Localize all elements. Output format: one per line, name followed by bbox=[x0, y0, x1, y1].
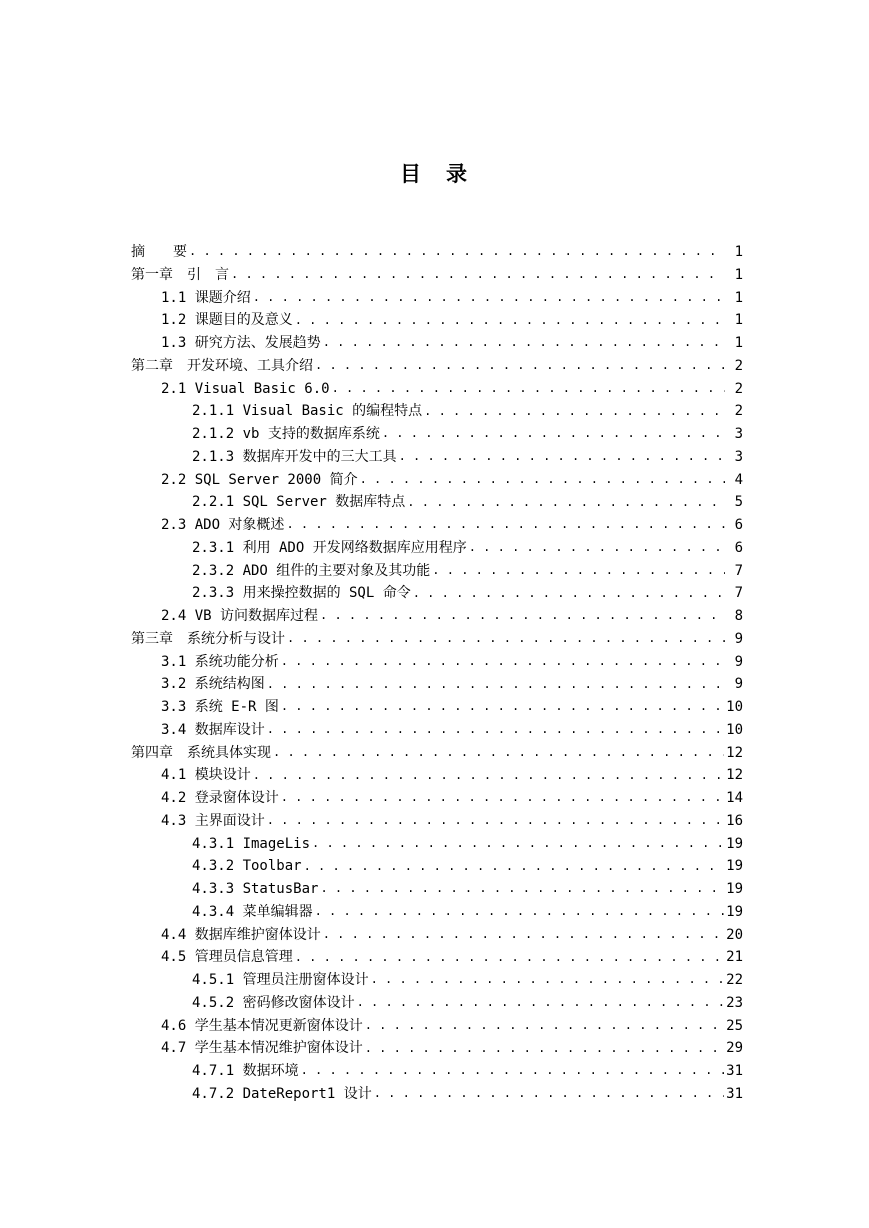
toc-entry-page-number: 6 bbox=[734, 539, 743, 556]
toc-entry-label: 4.2 登录窗体设计 bbox=[161, 790, 279, 806]
toc-entry-page-number: 2 bbox=[734, 403, 743, 420]
toc-entry[interactable] bbox=[131, 491, 743, 514]
toc-dot-leader bbox=[365, 1042, 724, 1056]
toc-entry-label: 4.3 主界面设计 bbox=[161, 812, 265, 829]
toc-dot-leader bbox=[295, 951, 724, 965]
toc-entry[interactable] bbox=[131, 696, 743, 719]
toc-dot-leader bbox=[295, 314, 725, 328]
toc-dot-leader bbox=[312, 837, 724, 851]
toc-entry[interactable] bbox=[131, 946, 743, 969]
toc-entry-page-number: 16 bbox=[726, 812, 743, 829]
toc-entry-page-number: 7 bbox=[734, 585, 743, 602]
toc-dot-leader bbox=[332, 382, 725, 396]
toc-entry-label: 1.2 课题目的及意义 bbox=[161, 312, 293, 329]
toc-entry-label: 2.3.3 用来操控数据的 SQL 命令 bbox=[192, 585, 411, 602]
toc-entry-label: 4.7.1 数据环境 bbox=[192, 1063, 299, 1079]
toc-entry[interactable] bbox=[131, 605, 743, 628]
toc-entry[interactable] bbox=[131, 514, 743, 537]
toc-entry-label: 第三章 系统分析与设计 bbox=[131, 630, 285, 647]
toc-dot-leader bbox=[424, 405, 725, 419]
toc-entry[interactable] bbox=[131, 901, 743, 924]
toc-list bbox=[131, 241, 743, 1106]
toc-entry[interactable] bbox=[131, 446, 743, 469]
toc-dot-leader bbox=[315, 905, 725, 919]
toc-dot-leader bbox=[365, 1019, 724, 1033]
toc-entry[interactable] bbox=[131, 1060, 743, 1083]
toc-entry[interactable] bbox=[131, 287, 743, 310]
toc-entry-page-number: 6 bbox=[734, 517, 743, 533]
toc-entry[interactable] bbox=[131, 651, 743, 674]
toc-entry[interactable] bbox=[131, 719, 743, 742]
toc-dot-leader bbox=[371, 973, 725, 987]
toc-entry-label: 4.5.2 密码修改窗体设计 bbox=[192, 994, 355, 1011]
toc-dot-leader bbox=[253, 291, 725, 305]
toc-entry-page-number: 19 bbox=[726, 835, 743, 852]
toc-entry-page-number: 1 bbox=[734, 289, 743, 306]
toc-entry-page-number: 2 bbox=[734, 380, 743, 397]
toc-entry[interactable] bbox=[131, 764, 743, 787]
toc-entry[interactable] bbox=[131, 400, 743, 423]
toc-dot-leader bbox=[281, 655, 725, 669]
toc-entry-page-number: 29 bbox=[726, 1040, 743, 1057]
toc-entry-page-number: 9 bbox=[734, 676, 743, 693]
toc-entry-page-number: 19 bbox=[726, 858, 743, 875]
toc-dot-leader bbox=[382, 427, 725, 441]
toc-entry-page-number: 1 bbox=[734, 266, 743, 283]
toc-entry[interactable] bbox=[131, 742, 743, 765]
toc-entry[interactable] bbox=[131, 309, 743, 332]
toc-entry-label: 4.3.1 ImageLis bbox=[192, 835, 311, 852]
toc-dot-leader bbox=[320, 882, 724, 896]
toc-dot-leader bbox=[315, 359, 725, 373]
toc-dot-leader bbox=[281, 700, 724, 714]
toc-entry-page-number: 20 bbox=[726, 926, 743, 943]
page-title: 目 录 bbox=[400, 162, 469, 186]
toc-dot-leader bbox=[469, 541, 725, 555]
toc-entry-page-number: 3 bbox=[734, 426, 743, 442]
toc-entry-label: 4.4 数据库维护窗体设计 bbox=[161, 926, 321, 943]
toc-entry-page-number: 4 bbox=[734, 471, 743, 488]
toc-dot-leader bbox=[323, 928, 724, 942]
toc-entry[interactable] bbox=[131, 1015, 743, 1038]
toc-entry-label: 4.3.2 Toolbar bbox=[192, 858, 302, 875]
toc-entry[interactable] bbox=[131, 673, 743, 696]
toc-entry[interactable] bbox=[131, 833, 743, 856]
toc-entry-label: 摘 要 bbox=[131, 244, 187, 260]
toc-dot-leader bbox=[374, 1087, 724, 1101]
toc-dot-leader bbox=[320, 609, 725, 623]
toc-entry-page-number: 19 bbox=[726, 881, 743, 897]
toc-entry[interactable] bbox=[131, 560, 743, 583]
toc-entry[interactable] bbox=[131, 241, 743, 264]
toc-entry-label: 3.1 系统功能分析 bbox=[161, 653, 279, 670]
toc-dot-leader bbox=[287, 632, 725, 646]
toc-dot-leader bbox=[399, 450, 725, 464]
toc-entry-label: 3.3 系统 E-R 图 bbox=[161, 699, 279, 715]
toc-entry-label: 第二章 开发环境、工具介绍 bbox=[131, 357, 313, 374]
toc-entry-page-number: 10 bbox=[726, 721, 743, 738]
toc-dot-leader bbox=[360, 473, 725, 487]
toc-entry-page-number: 25 bbox=[726, 1017, 743, 1034]
toc-entry-label: 3.4 数据库设计 bbox=[161, 721, 265, 738]
toc-entry[interactable] bbox=[131, 537, 743, 560]
toc-entry-label: 1.1 课题介绍 bbox=[161, 289, 251, 306]
toc-entry[interactable] bbox=[131, 787, 743, 810]
toc-entry-page-number: 8 bbox=[734, 608, 743, 624]
toc-dot-leader bbox=[413, 587, 725, 601]
toc-entry-label: 2.3 ADO 对象概述 bbox=[161, 517, 285, 533]
toc-entry-page-number: 21 bbox=[726, 949, 743, 966]
toc-entry-page-number: 12 bbox=[726, 744, 743, 761]
toc-entry[interactable] bbox=[131, 1037, 743, 1060]
toc-entry-label: 2.1.1 Visual Basic 的编程特点 bbox=[192, 403, 423, 420]
toc-entry-label: 第一章 引 言 bbox=[131, 266, 229, 283]
toc-dot-leader bbox=[286, 518, 725, 532]
toc-entry[interactable] bbox=[131, 878, 743, 901]
toc-entry-page-number: 31 bbox=[726, 1063, 743, 1079]
toc-entry[interactable] bbox=[131, 332, 743, 355]
toc-dot-leader bbox=[432, 564, 725, 578]
toc-entry-page-number: 1 bbox=[734, 312, 743, 329]
toc-entry-page-number: 2 bbox=[734, 357, 743, 374]
toc-entry[interactable] bbox=[131, 855, 743, 878]
toc-entry-label: 4.1 模块设计 bbox=[161, 767, 251, 784]
toc-entry[interactable] bbox=[131, 969, 743, 992]
toc-entry-label: 4.3.4 菜单编辑器 bbox=[192, 903, 313, 920]
toc-dot-leader bbox=[273, 746, 724, 760]
toc-entry[interactable] bbox=[131, 582, 743, 605]
toc-entry-page-number: 14 bbox=[726, 790, 743, 806]
toc-entry-label: 4.3.3 StatusBar bbox=[192, 881, 319, 897]
toc-entry-label: 2.3.1 利用 ADO 开发网络数据库应用程序 bbox=[192, 539, 467, 556]
toc-entry-page-number: 22 bbox=[726, 972, 743, 988]
toc-dot-leader bbox=[231, 268, 725, 282]
toc-entry-label: 4.7 学生基本情况维护窗体设计 bbox=[161, 1040, 363, 1057]
toc-entry[interactable] bbox=[131, 992, 743, 1015]
toc-entry-page-number: 1 bbox=[734, 335, 743, 351]
toc-dot-leader bbox=[323, 336, 725, 350]
toc-dot-leader bbox=[267, 678, 725, 692]
toc-dot-leader bbox=[304, 860, 725, 874]
toc-entry[interactable] bbox=[131, 1083, 743, 1106]
toc-dot-leader bbox=[281, 791, 724, 805]
toc-entry-page-number: 10 bbox=[726, 699, 743, 715]
toc-entry-label: 4.6 学生基本情况更新窗体设计 bbox=[161, 1017, 363, 1034]
toc-entry-page-number: 31 bbox=[726, 1085, 743, 1102]
toc-dot-leader bbox=[301, 1064, 725, 1078]
toc-dot-leader bbox=[267, 814, 724, 828]
toc-entry[interactable] bbox=[131, 924, 743, 947]
toc-entry-label: 2.2 SQL Server 2000 简介 bbox=[161, 471, 358, 488]
toc-entry-page-number: 12 bbox=[726, 767, 743, 784]
toc-entry[interactable] bbox=[131, 423, 743, 446]
toc-entry-label: 第四章 系统具体实现 bbox=[131, 744, 271, 761]
toc-dot-leader bbox=[267, 723, 724, 737]
toc-entry-page-number: 9 bbox=[734, 630, 743, 647]
toc-entry-label: 4.5 管理员信息管理 bbox=[161, 949, 293, 966]
toc-entry-label: 1.3 研究方法、发展趋势 bbox=[161, 335, 321, 351]
toc-entry[interactable] bbox=[131, 810, 743, 833]
toc-entry-label: 2.3.2 ADO 组件的主要对象及其功能 bbox=[192, 562, 431, 579]
toc-entry[interactable] bbox=[131, 355, 743, 378]
toc-entry-page-number: 7 bbox=[734, 562, 743, 579]
toc-entry-page-number: 9 bbox=[734, 653, 743, 670]
toc-entry-label: 2.2.1 SQL Server 数据库特点 bbox=[192, 494, 406, 511]
toc-entry-label: 3.2 系统结构图 bbox=[161, 676, 265, 693]
toc-entry[interactable] bbox=[131, 469, 743, 492]
toc-dot-leader bbox=[253, 769, 724, 783]
toc-entry-label: 2.1.2 vb 支持的数据库系统 bbox=[192, 426, 380, 442]
toc-entry-page-number: 1 bbox=[734, 244, 743, 260]
toc-entry-page-number: 19 bbox=[726, 903, 743, 920]
toc-entry-label: 2.1.3 数据库开发中的三大工具 bbox=[192, 448, 397, 465]
toc-entry-label: 4.7.2 DateReport1 设计 bbox=[192, 1085, 372, 1102]
toc-entry-page-number: 5 bbox=[734, 494, 743, 511]
toc-entry-page-number: 23 bbox=[726, 994, 743, 1011]
toc-entry-label: 4.5.1 管理员注册窗体设计 bbox=[192, 972, 369, 988]
toc-entry[interactable] bbox=[131, 628, 743, 651]
toc-dot-leader bbox=[407, 496, 725, 510]
toc-dot-leader bbox=[189, 245, 725, 259]
toc-dot-leader bbox=[357, 996, 725, 1010]
toc-entry-page-number: 3 bbox=[734, 448, 743, 465]
toc-entry[interactable] bbox=[131, 264, 743, 287]
toc-entry-label: 2.1 Visual Basic 6.0 bbox=[161, 380, 330, 397]
toc-entry-label: 2.4 VB 访问数据库过程 bbox=[161, 608, 319, 624]
toc-entry[interactable] bbox=[131, 378, 743, 401]
